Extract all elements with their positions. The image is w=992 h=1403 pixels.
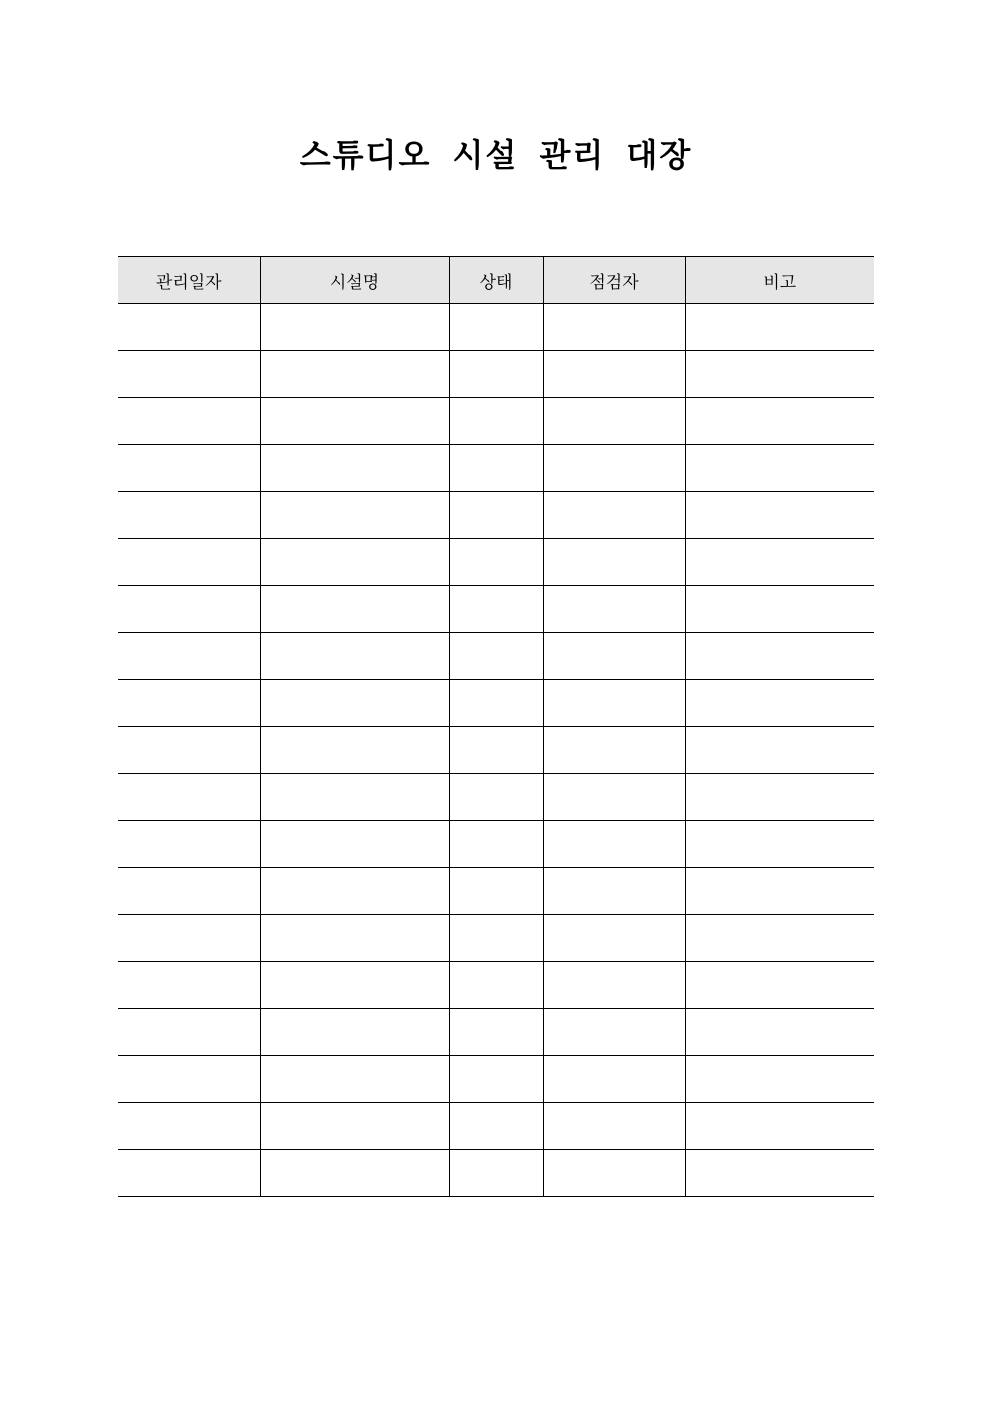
cell-date[interactable] (118, 351, 260, 398)
cell-status[interactable] (449, 680, 543, 727)
table-row (118, 304, 874, 351)
cell-remarks[interactable] (685, 1009, 874, 1056)
cell-facility[interactable] (260, 962, 449, 1009)
cell-remarks[interactable] (685, 680, 874, 727)
cell-inspector[interactable] (543, 633, 685, 680)
column-header-inspector: 점검자 (543, 257, 685, 304)
table-row (118, 492, 874, 539)
cell-inspector[interactable] (543, 962, 685, 1009)
table-row (118, 398, 874, 445)
table-row (118, 868, 874, 915)
cell-status[interactable] (449, 304, 543, 351)
cell-date[interactable] (118, 915, 260, 962)
cell-date[interactable] (118, 962, 260, 1009)
cell-inspector[interactable] (543, 915, 685, 962)
cell-inspector[interactable] (543, 1056, 685, 1103)
cell-status[interactable] (449, 821, 543, 868)
table-row (118, 586, 874, 633)
cell-remarks[interactable] (685, 727, 874, 774)
page-title: 스튜디오 시설 관리 대장 (299, 136, 693, 174)
cell-status[interactable] (449, 351, 543, 398)
cell-status[interactable] (449, 1103, 543, 1150)
cell-inspector[interactable] (543, 774, 685, 821)
cell-inspector[interactable] (543, 1103, 685, 1150)
cell-inspector[interactable] (543, 821, 685, 868)
cell-facility[interactable] (260, 774, 449, 821)
cell-date[interactable] (118, 1056, 260, 1103)
table-row (118, 351, 874, 398)
cell-remarks[interactable] (685, 962, 874, 1009)
cell-remarks[interactable] (685, 586, 874, 633)
table-row (118, 680, 874, 727)
cell-inspector[interactable] (543, 727, 685, 774)
cell-remarks[interactable] (685, 445, 874, 492)
cell-inspector[interactable] (543, 680, 685, 727)
cell-date[interactable] (118, 398, 260, 445)
cell-status[interactable] (449, 539, 543, 586)
cell-status[interactable] (449, 1009, 543, 1056)
cell-inspector[interactable] (543, 586, 685, 633)
cell-facility[interactable] (260, 821, 449, 868)
cell-facility[interactable] (260, 1150, 449, 1197)
cell-facility[interactable] (260, 398, 449, 445)
cell-status[interactable] (449, 1056, 543, 1103)
cell-remarks[interactable] (685, 633, 874, 680)
cell-remarks[interactable] (685, 1103, 874, 1150)
cell-status[interactable] (449, 962, 543, 1009)
cell-remarks[interactable] (685, 351, 874, 398)
column-header-status: 상태 (449, 257, 543, 304)
cell-date[interactable] (118, 304, 260, 351)
cell-status[interactable] (449, 398, 543, 445)
cell-remarks[interactable] (685, 398, 874, 445)
cell-inspector[interactable] (543, 304, 685, 351)
cell-facility[interactable] (260, 915, 449, 962)
table-row (118, 1056, 874, 1103)
cell-facility[interactable] (260, 727, 449, 774)
cell-facility[interactable] (260, 1056, 449, 1103)
cell-status[interactable] (449, 492, 543, 539)
table-row (118, 821, 874, 868)
cell-remarks[interactable] (685, 304, 874, 351)
cell-facility[interactable] (260, 586, 449, 633)
table-row (118, 1150, 874, 1197)
cell-date[interactable] (118, 680, 260, 727)
cell-status[interactable] (449, 774, 543, 821)
cell-facility[interactable] (260, 351, 449, 398)
column-header-facility: 시설명 (260, 257, 449, 304)
cell-status[interactable] (449, 1150, 543, 1197)
cell-date[interactable] (118, 445, 260, 492)
cell-facility[interactable] (260, 492, 449, 539)
cell-remarks[interactable] (685, 1056, 874, 1103)
cell-date[interactable] (118, 633, 260, 680)
cell-inspector[interactable] (543, 492, 685, 539)
cell-status[interactable] (449, 915, 543, 962)
cell-facility[interactable] (260, 868, 449, 915)
cell-facility[interactable] (260, 539, 449, 586)
cell-facility[interactable] (260, 633, 449, 680)
cell-inspector[interactable] (543, 539, 685, 586)
cell-remarks[interactable] (685, 915, 874, 962)
cell-remarks[interactable] (685, 539, 874, 586)
cell-status[interactable] (449, 445, 543, 492)
table-row (118, 727, 874, 774)
cell-remarks[interactable] (685, 492, 874, 539)
cell-date[interactable] (118, 1150, 260, 1197)
cell-facility[interactable] (260, 304, 449, 351)
cell-inspector[interactable] (543, 1150, 685, 1197)
cell-date[interactable] (118, 868, 260, 915)
cell-facility[interactable] (260, 1009, 449, 1056)
table-row (118, 539, 874, 586)
facility-ledger-table (118, 256, 874, 1197)
cell-date[interactable] (118, 1009, 260, 1056)
cell-date[interactable] (118, 492, 260, 539)
cell-remarks[interactable] (685, 774, 874, 821)
table-row (118, 633, 874, 680)
cell-date[interactable] (118, 1103, 260, 1150)
cell-status[interactable] (449, 586, 543, 633)
cell-date[interactable] (118, 539, 260, 586)
header-row (118, 257, 874, 304)
cell-remarks[interactable] (685, 868, 874, 915)
column-header-remarks: 비고 (685, 257, 874, 304)
cell-remarks[interactable] (685, 821, 874, 868)
cell-date[interactable] (118, 774, 260, 821)
table-row (118, 1103, 874, 1150)
cell-inspector[interactable] (543, 868, 685, 915)
cell-inspector[interactable] (543, 445, 685, 492)
table-row (118, 1009, 874, 1056)
table-row (118, 774, 874, 821)
cell-status[interactable] (449, 868, 543, 915)
table-row (118, 962, 874, 1009)
column-header-date: 관리일자 (118, 257, 260, 304)
table-row (118, 445, 874, 492)
cell-inspector[interactable] (543, 1009, 685, 1056)
cell-date[interactable] (118, 586, 260, 633)
cell-status[interactable] (449, 633, 543, 680)
cell-inspector[interactable] (543, 398, 685, 445)
cell-facility[interactable] (260, 445, 449, 492)
cell-date[interactable] (118, 727, 260, 774)
table-body (118, 304, 874, 1197)
table-row (118, 915, 874, 962)
cell-remarks[interactable] (685, 1150, 874, 1197)
cell-status[interactable] (449, 727, 543, 774)
cell-inspector[interactable] (543, 351, 685, 398)
cell-facility[interactable] (260, 1103, 449, 1150)
cell-facility[interactable] (260, 680, 449, 727)
cell-date[interactable] (118, 821, 260, 868)
